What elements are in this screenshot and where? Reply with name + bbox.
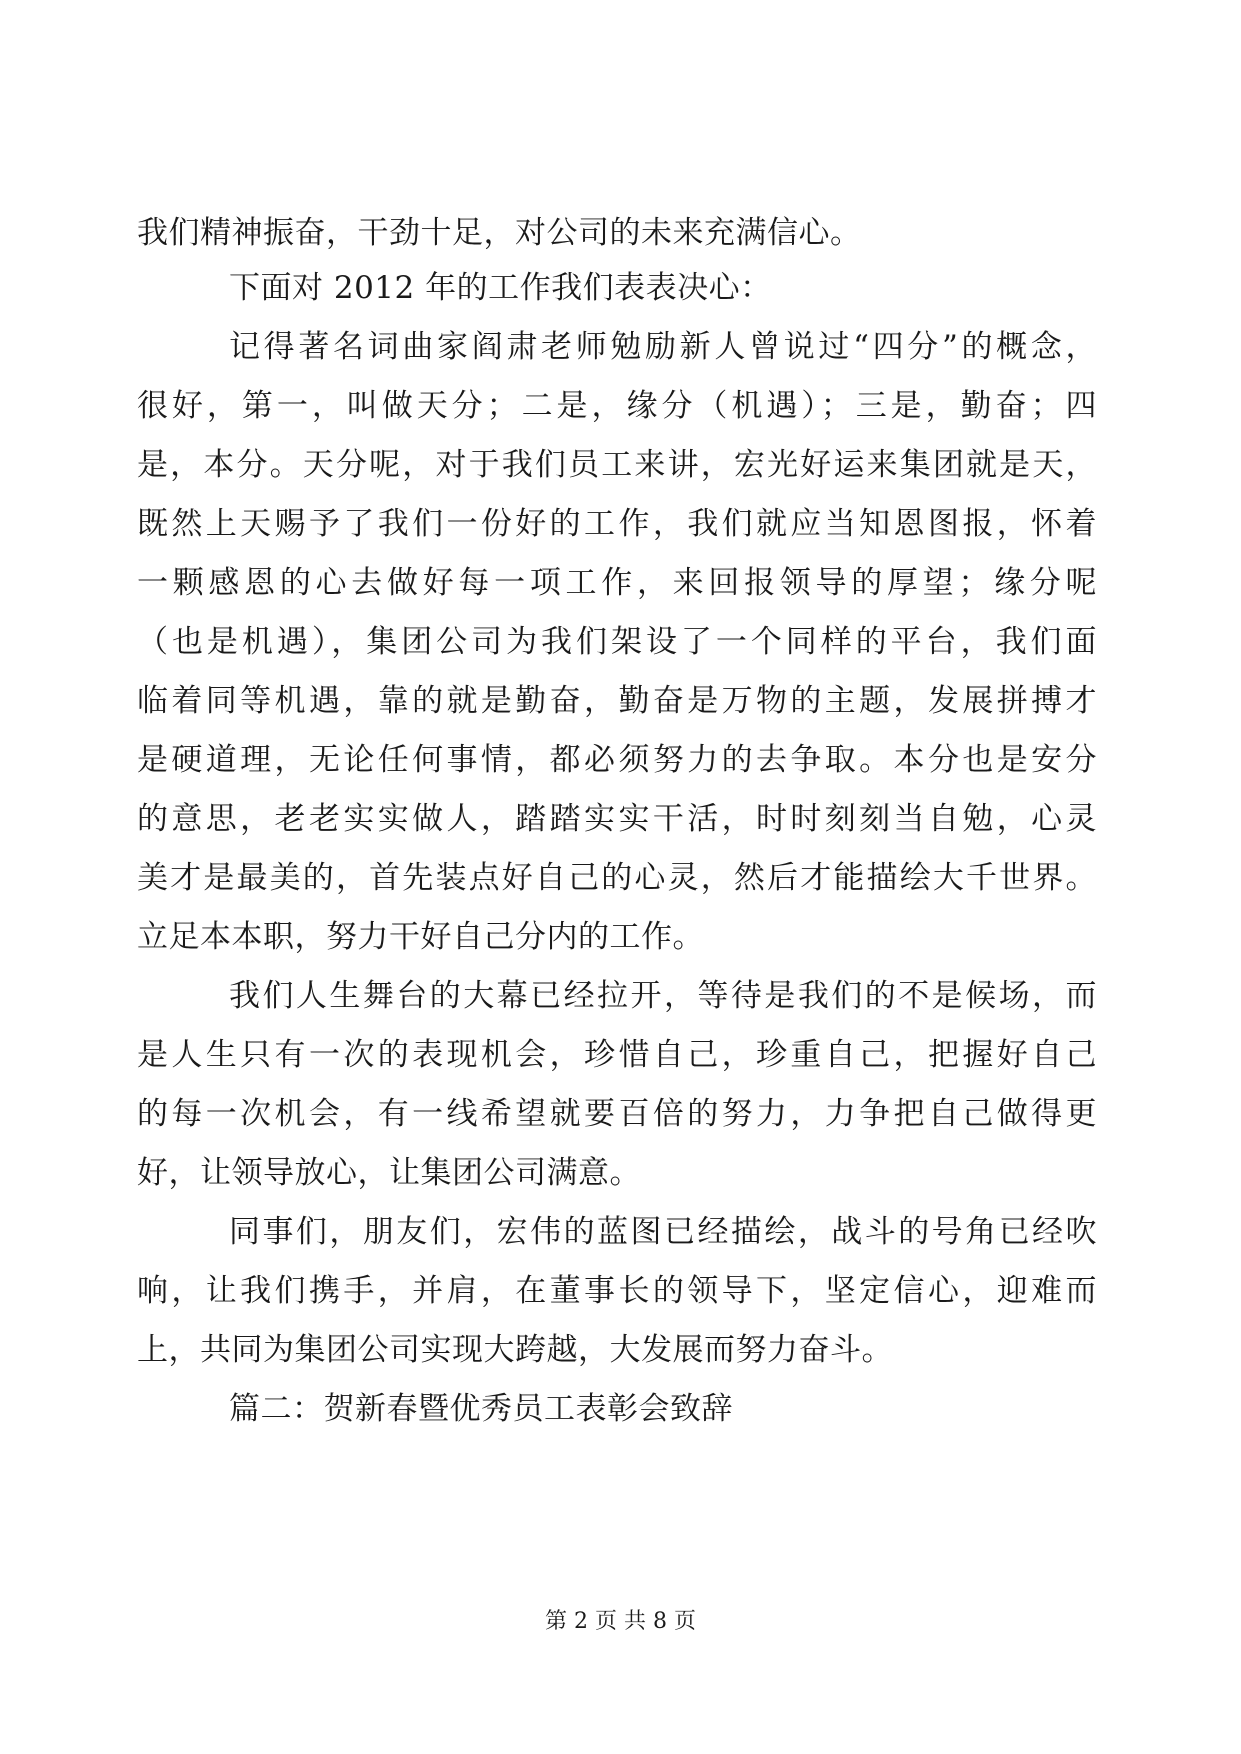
body-text-line: 同事们，朋友们，宏伟的蓝图已经描绘，战斗的号角已经吹 [229, 1214, 1097, 1250]
body-text-line: 上，共同为集团公司实现大跨越，大发展而努力奋斗。 [137, 1332, 893, 1368]
page-number-footer: 第 2 页 共 8 页 [545, 1609, 696, 1634]
body-text-line: 很好，第一，叫做天分；二是，缘分（机遇）；三是，勤奋；四 [137, 388, 1097, 424]
body-text-line: 是，本分。天分呢，对于我们员工来讲，宏光好运来集团就是天， [137, 447, 1097, 483]
body-text-line: 我们人生舞台的大幕已经拉开，等待是我们的不是候场，而 [229, 978, 1097, 1014]
body-text-line: （也是机遇），集团公司为我们架设了一个同样的平台，我们面 [137, 624, 1097, 660]
body-text-line: 立足本本职，努力干好自己分内的工作。 [137, 919, 704, 955]
body-text-line: 的意思，老老实实做人，踏踏实实干活，时时刻刻当自勉，心灵 [137, 801, 1097, 837]
body-text-line: 是硬道理，无论任何事情，都必须努力的去争取。本分也是安分 [137, 742, 1097, 778]
body-text-line: 临着同等机遇，靠的就是勤奋，勤奋是万物的主题，发展拼搏才 [137, 683, 1097, 719]
body-text-line: 是人生只有一次的表现机会，珍惜自己，珍重自己，把握好自己 [137, 1037, 1097, 1073]
body-text-line: 美才是最美的，首先装点好自己的心灵，然后才能描绘大千世界。 [137, 860, 1097, 896]
body-text-line: 一颗感恩的心去做好每一项工作，来回报领导的厚望；缘分呢 [137, 565, 1097, 601]
section-heading: 篇二：贺新春暨优秀员工表彰会致辞 [229, 1391, 733, 1427]
body-text-line: 既然上天赐予了我们一份好的工作，我们就应当知恩图报，怀着 [137, 506, 1097, 542]
body-text-line: 的每一次机会，有一线希望就要百倍的努力，力争把自己做得更 [137, 1096, 1097, 1132]
body-text-line: 我们精神振奋，干劲十足，对公司的未来充满信心。 [137, 215, 862, 251]
body-text-line: 好，让领导放心，让集团公司满意。 [137, 1155, 641, 1191]
body-text-line: 响，让我们携手，并肩，在董事长的领导下，坚定信心，迎难而 [137, 1273, 1097, 1309]
body-text-line: 记得著名词曲家阎肃老师勉励新人曾说过“四分”的概念， [229, 329, 1097, 365]
body-text-line: 下面对 2012 年的工作我们表表决心： [229, 270, 772, 306]
